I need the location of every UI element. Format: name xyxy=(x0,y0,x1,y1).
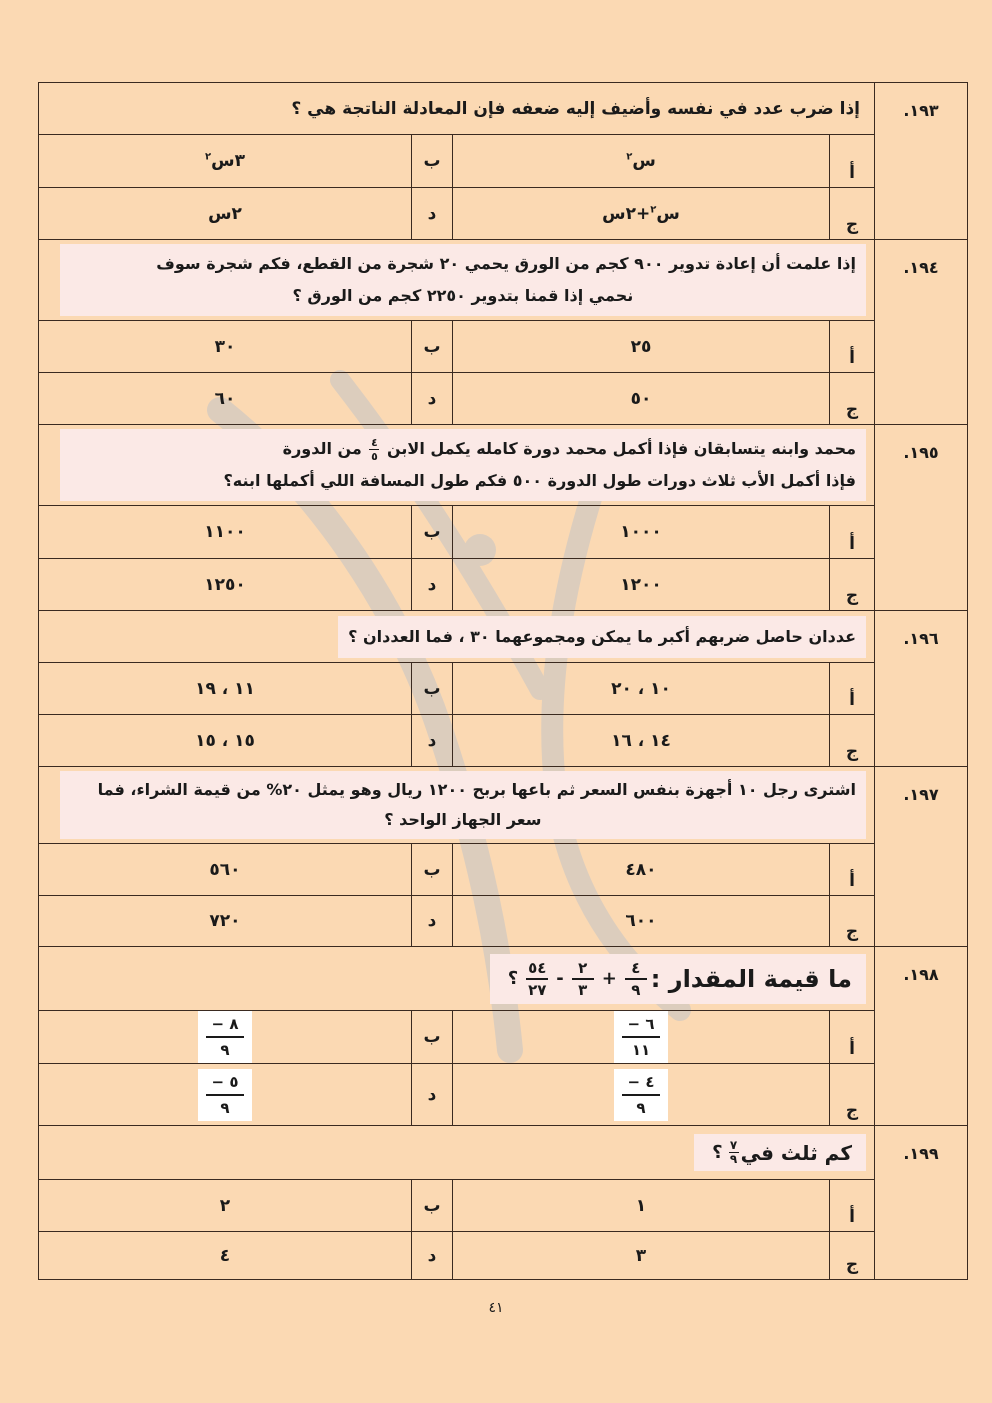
question-text: عددان حاصل ضربهم أكبر ما يمكن ومجموعهما ٣٠ ، فما العددان ؟ xyxy=(39,611,875,663)
option-letter-b: ب xyxy=(412,663,453,715)
option-d: ٦٠ xyxy=(39,373,412,425)
option-letter-b: ب xyxy=(412,1011,453,1064)
expression: كم ثلث في $\frac{٧}{٩}$ ؟ xyxy=(694,1134,866,1171)
question-number: ١٩٦. xyxy=(875,611,968,767)
option-c: س$^٢$+٢س xyxy=(453,188,830,240)
fraction: $\frac{٧}{٩}$ xyxy=(729,1138,738,1166)
option-a: ١٠٠٠ xyxy=(453,506,830,559)
option-b: ١١٠٠ xyxy=(39,506,412,559)
question-text xyxy=(39,947,875,1011)
question-number: ١٩٧. xyxy=(875,767,968,947)
option-a: ١٠ ، ٢٠ xyxy=(453,663,830,715)
question-number: ١٩٥. xyxy=(875,425,968,611)
option-b: ٥٦٠ xyxy=(39,844,412,896)
option-letter-d: د xyxy=(412,715,453,767)
option-letter-a: أ xyxy=(830,321,875,373)
option-a: ٤٨٠ xyxy=(453,844,830,896)
option-c: ٦٠٠ xyxy=(453,896,830,947)
option-letter-b: ب xyxy=(412,844,453,896)
option-letter-d: د xyxy=(412,373,453,425)
option-letter-b: ب xyxy=(412,135,453,188)
option-a: س$^٢$ xyxy=(453,135,830,188)
option-letter-c: ج xyxy=(830,373,875,425)
option-b: ١١ ، ١٩ xyxy=(39,663,412,715)
option-letter-a: أ xyxy=(830,506,875,559)
option-letter-a: أ xyxy=(830,663,875,715)
fraction: $\frac{٤}{٥}$ xyxy=(371,436,378,463)
option-letter-a: أ xyxy=(830,844,875,896)
option-c: ٥٠ xyxy=(453,373,830,425)
option-letter-c: ج xyxy=(830,559,875,611)
option-c: ١٤ ، ١٦ xyxy=(453,715,830,767)
option-d: ٤ xyxy=(39,1232,412,1280)
option-letter-a: أ xyxy=(830,1180,875,1232)
option-d: ٥ − ٩ xyxy=(39,1064,412,1126)
option-d: ٧٢٠ xyxy=(39,896,412,947)
fraction: ٥٤ ٢٧ xyxy=(528,958,547,999)
question-text: محمد وابنه يتسابقان فإذا أكمل محمد دورة كامله يكمل الابن $\frac{٤}{٥}$ من الدورة فإذا أكمل الأب ثلاث دورات طول الدورة ٥٠٠ فكم طول المسافة اللي أكملها ابنه؟ xyxy=(39,425,875,506)
option-a: ٦ − ١١ xyxy=(453,1011,830,1064)
option-letter-d: د xyxy=(412,559,453,611)
question-number: ١٩٩. xyxy=(875,1126,968,1280)
option-letter-d: د xyxy=(412,1064,453,1126)
option-letter-c: ج xyxy=(830,188,875,240)
option-d: ١٥ ، ١٥ xyxy=(39,715,412,767)
option-c: ١٢٠٠ xyxy=(453,559,830,611)
option-letter-c: ج xyxy=(830,715,875,767)
option-letter-c: ج xyxy=(830,1064,875,1126)
option-b: ٢ xyxy=(39,1180,412,1232)
option-letter-a: أ xyxy=(830,1011,875,1064)
option-b: ٣٠ xyxy=(39,321,412,373)
question-text xyxy=(39,1126,875,1180)
question-text: إذا علمت أن إعادة تدوير ٩٠٠ كجم من الورق يحمي ٢٠ شجرة من القطع، فكم شجرة سوف نحمي إذا قمنا بتدوير ٢٢٥٠ كجم من الورق ؟ xyxy=(39,240,875,321)
expression: ما قيمة المقدار : ٤ ٩ + ٢ ٣ - ٥٤ ٢٧ ؟ xyxy=(490,954,866,1004)
question-text: اشترى رجل ١٠ أجهزة بنفس السعر ثم باعها بربح ١٢٠٠ ريال وهو يمثل ٢٠% من قيمة الشراء، فما سعر الجهاز الواحد ؟ xyxy=(39,767,875,844)
option-d: ٢س xyxy=(39,188,412,240)
fraction: ٤ ٩ xyxy=(625,960,647,998)
question-number: ١٩٣. xyxy=(875,83,968,240)
fraction: ٢ ٣ xyxy=(572,960,594,998)
questions-table xyxy=(38,82,968,1280)
question-number: ١٩٨. xyxy=(875,947,968,1126)
option-letter-d: د xyxy=(412,896,453,947)
page-number: ٤١ xyxy=(488,1300,504,1316)
option-c: ٤ − ٩ xyxy=(453,1064,830,1126)
question-number: ١٩٤. xyxy=(875,240,968,425)
option-a: ١ xyxy=(453,1180,830,1232)
option-letter-c: ج xyxy=(830,1232,875,1280)
option-a: ٢٥ xyxy=(453,321,830,373)
option-letter-d: د xyxy=(412,1232,453,1280)
option-b: ٣س$^٢$ xyxy=(39,135,412,188)
question-text: إذا ضرب عدد في نفسه وأضيف إليه ضعفه فإن المعادلة الناتجة هي ؟ xyxy=(39,83,875,135)
option-letter-b: ب xyxy=(412,1180,453,1232)
option-letter-b: ب xyxy=(412,321,453,373)
option-letter-a: أ xyxy=(830,135,875,188)
option-d: ١٢٥٠ xyxy=(39,559,412,611)
option-c: ٣ xyxy=(453,1232,830,1280)
option-letter-d: د xyxy=(412,188,453,240)
option-letter-c: ج xyxy=(830,896,875,947)
option-b: ٨ − ٩ xyxy=(39,1011,412,1064)
option-letter-b: ب xyxy=(412,506,453,559)
